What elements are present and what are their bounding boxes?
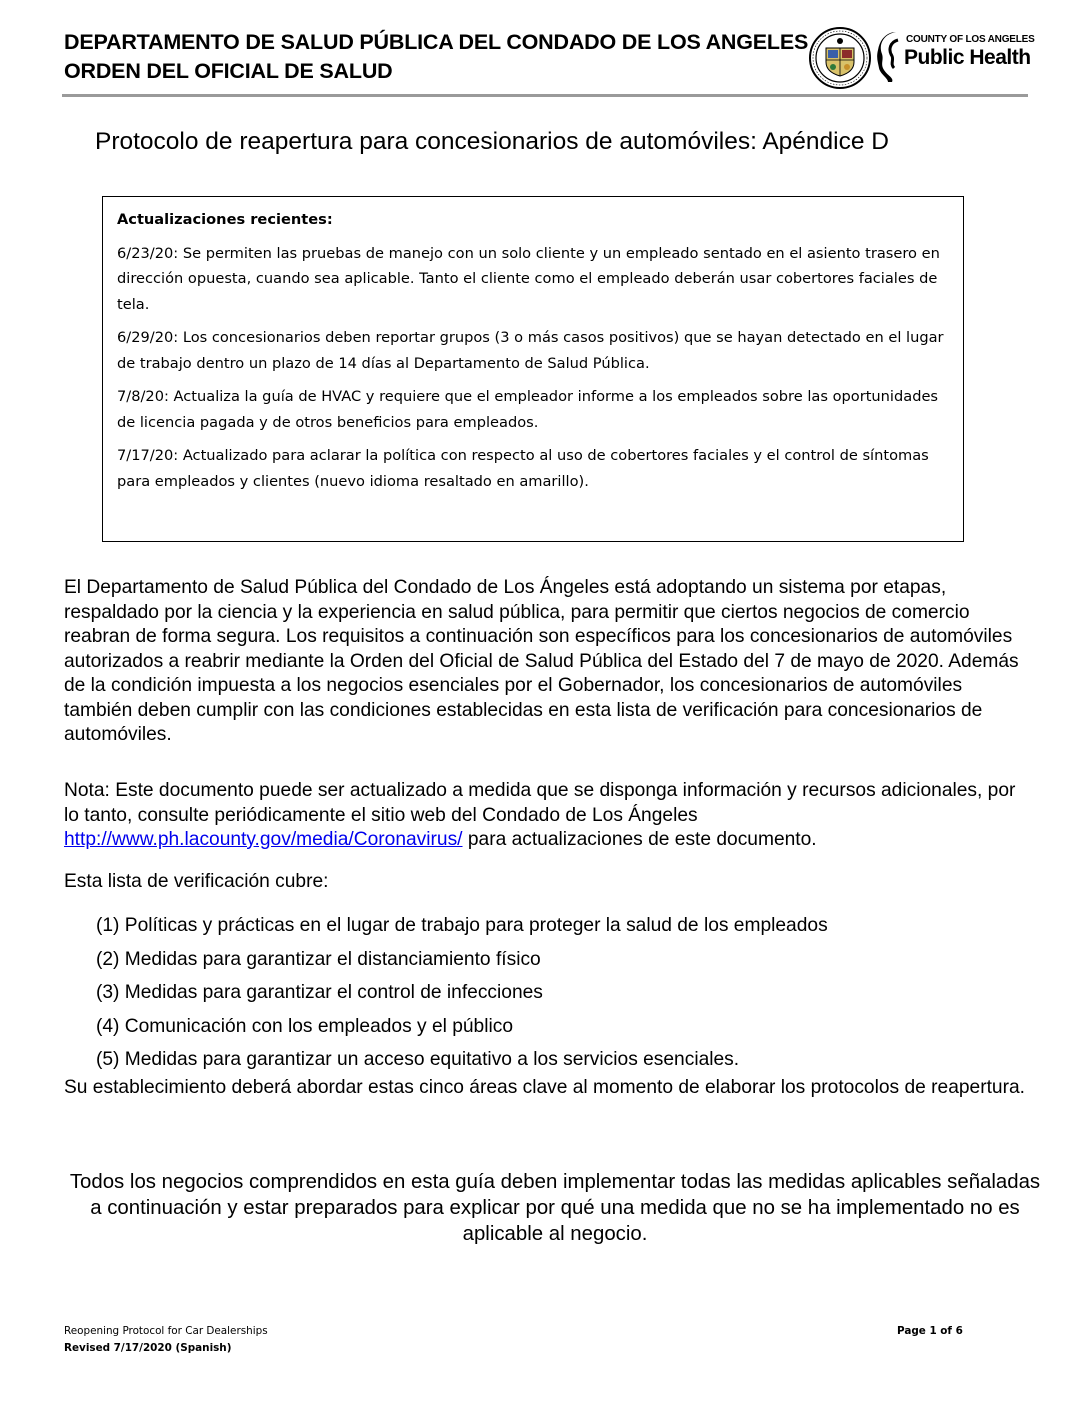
footer-document-name: Reopening Protocol for Car Dealerships	[64, 1325, 268, 1337]
intro-paragraph: El Departamento de Salud Pública del Condado de Los Ángeles está adoptando un sistema por etapas, respaldado por la ciencia y la experiencia en salud pública, para permitir que ciertos negocios de comercio reabran de forma segura. Los requisitos a continuación son específicos para los concesionarios de automóviles autorizados a reabrir mediante la Orden del Oficial de Salud Pública del Estado del 7 de mayo de 2020. Además de la condición impuesta a los negocios esenciales por el Gobernador, los concesionarios de automóviles también deben cumplir con las condiciones establecidas en esta lista de verificación para concesionarios de automóviles.	[64, 577, 1019, 745]
public-health-logo-icon	[876, 28, 1035, 84]
logo-county-text: COUNTY OF LOS ANGELES	[906, 34, 1035, 45]
update-item: 6/29/20: Los concesionarios deben reportar grupos (3 o más casos positivos) que se hayan detectado en el lugar de trabajo dentro un plazo de 14 días al Departamento de Salud Pública.	[117, 329, 944, 372]
closing-statement: Todos los negocios comprendidos en esta guía deben implementar todas las medidas aplicables señaladas a continuación y estar preparados para explicar por qué una medida que no se ha implementado no es aplicable al negocio.	[69, 1171, 1041, 1245]
checklist	[96, 909, 828, 1077]
key-areas-paragraph: Su establecimiento deberá abordar estas cinco áreas clave al momento de elaborar los protocolos de reapertura.	[64, 1077, 1025, 1098]
document-title: Protocolo de reapertura para concesionarios de automóviles: Apéndice D	[95, 128, 890, 155]
checklist-item: (5) Medidas para garantizar un acceso equitativo a los servicios esenciales.	[96, 1049, 740, 1070]
update-item: 6/23/20: Se permiten las pruebas de manejo con un solo cliente y un empleado sentado en el asiento trasero en dirección opuesta, cuando sea aplicable. Tanto el cliente como el empleado deberán usar cobertores faciales de tela.	[117, 244, 940, 313]
checklist-item: (4) Comunicación con los empleados y el público	[96, 1015, 514, 1037]
checklist-item: (2) Medidas para garantizar el distanciamiento físico	[96, 948, 541, 970]
update-item: 7/17/20: Actualizado para aclarar la política con respecto al uso de cobertores faciales y el control de síntomas para empleados y clientes (nuevo idioma resaltado en amarillo).	[117, 447, 929, 490]
note-paragraph	[64, 779, 1032, 853]
header-divider	[62, 94, 1028, 97]
header-text	[64, 28, 808, 86]
order-title: ORDEN DEL OFICIAL DE SALUD	[64, 59, 393, 83]
update-item: 7/8/20: Actualiza la guía de HVAC y requiere que el empleador informe a los empleados sobre las oportunidades de licencia pagada y de otros beneficios para empleados.	[117, 388, 939, 431]
recent-updates-heading: Actualizaciones recientes:	[117, 211, 333, 228]
checklist-item: (3) Medidas para garantizar el control de infecciones	[96, 982, 543, 1003]
footer-page-number: Page 1 of 6	[897, 1325, 963, 1337]
recent-updates-box	[102, 196, 964, 542]
note-text-end: para actualizaciones de este documento.	[462, 829, 817, 850]
checklist-intro: Esta lista de verificación cubre:	[64, 871, 329, 892]
county-seal-icon	[808, 26, 872, 90]
coronavirus-website-link[interactable]: http://www.ph.lacounty.gov/media/Coronavirus/	[64, 829, 463, 850]
logo-public-health-text: Public Health	[904, 46, 1031, 69]
department-title: DEPARTAMENTO DE SALUD PÚBLICA DEL CONDADO DE LOS ANGELES	[64, 30, 809, 54]
note-text: Nota: Este documento puede ser actualizado a medida que se disponga información y recursos adicionales, por lo tanto, consulte periódicamente el sitio web del Condado de Los Ángeles	[64, 780, 1016, 826]
footer-revised-date: Revised 7/17/2020 (Spanish)	[64, 1342, 232, 1354]
footer-left	[64, 1323, 268, 1357]
checklist-item: (1) Políticas y prácticas en el lugar de trabajo para proteger la salud de los empleados	[96, 915, 828, 936]
